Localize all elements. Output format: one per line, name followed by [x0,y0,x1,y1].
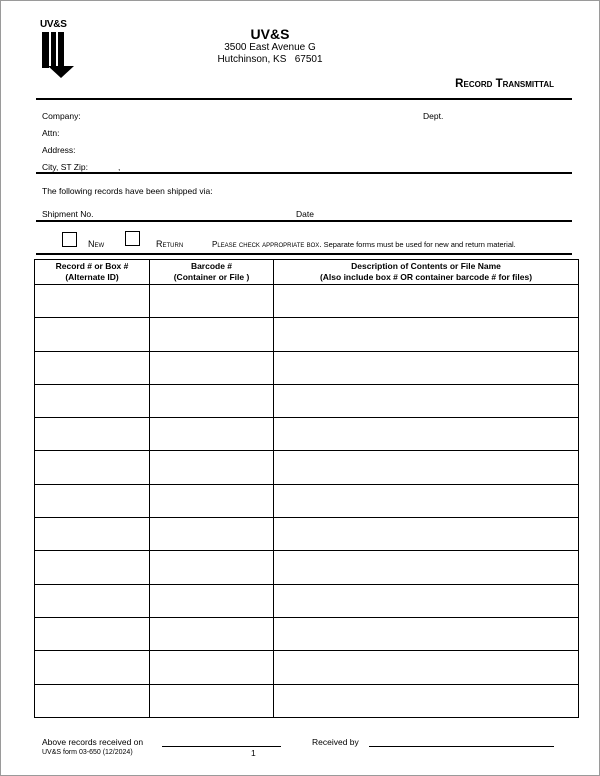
record-box-cell[interactable] [35,551,150,584]
description-cell[interactable] [274,617,579,650]
description-cell[interactable] [274,285,579,318]
record-box-cell[interactable] [35,285,150,318]
record-box-cell[interactable] [35,384,150,417]
header-record-box-line2: (Alternate ID) [65,272,119,282]
form-number: UV&S form 03-650 (12/2024) [42,749,133,756]
received-on-line[interactable] [162,746,281,747]
check-note-lead: Please check appropriate box. [212,240,322,249]
header-barcode-line2: (Container or File ) [173,272,250,282]
check-note-rest: Separate forms must be used for new and return material. [321,240,516,249]
description-cell[interactable] [274,551,579,584]
description-cell[interactable] [274,318,579,351]
company-name: UV&S [250,26,290,42]
table-row [35,484,579,517]
table-row [35,551,579,584]
table-row [35,584,579,617]
description-cell[interactable] [274,518,579,551]
header-description-line2: (Also include box # OR container barcode # for files) [319,272,533,282]
barcode-cell[interactable] [150,518,274,551]
company-label: Company: [42,111,81,121]
shipment-no-label: Shipment No. [42,209,94,219]
description-cell[interactable] [274,484,579,517]
barcode-cell[interactable] [150,484,274,517]
company-address: 3500 East Avenue G [224,42,316,53]
header-barcode [150,260,274,285]
table-row [35,651,579,684]
return-label: Return [156,239,184,249]
barcode-cell[interactable] [150,318,274,351]
header-record-box [35,260,150,285]
table-row [35,617,579,650]
company-city-line: Hutchinson, KS 67501 [217,54,323,65]
city-st-zip-label: City, ST Zip: [42,162,88,172]
barcode-cell[interactable] [150,285,274,318]
table-row [35,318,579,351]
records-body [35,285,579,718]
records-table [34,259,579,718]
logo-arrow-icon [40,20,80,80]
header-description-line1: Description of Contents or File Name [351,261,501,271]
record-box-cell[interactable] [35,351,150,384]
record-box-cell[interactable] [35,484,150,517]
dept-label: Dept. [423,111,444,121]
form-title: Record Transmittal [455,78,554,90]
received-on-label: Above records received on [42,737,144,747]
address-rule [36,172,572,174]
page-number: 1 [251,748,256,758]
description-cell[interactable] [274,384,579,417]
header-record-box-line1: Record # or Box # [55,261,129,271]
barcode-cell[interactable] [150,384,274,417]
shipping-intro: The following records have been shipped via: [42,186,213,196]
table-row [35,518,579,551]
table-row [35,684,579,717]
barcode-cell[interactable] [150,584,274,617]
checkbox-rule [36,253,572,255]
description-cell[interactable] [274,351,579,384]
description-cell[interactable] [274,418,579,451]
description-cell[interactable] [274,451,579,484]
description-cell[interactable] [274,684,579,717]
new-label: New [88,239,105,249]
barcode-cell[interactable] [150,418,274,451]
city-comma: , [118,162,121,172]
description-cell[interactable] [274,584,579,617]
header-rule [36,98,572,100]
return-checkbox[interactable] [125,231,140,246]
barcode-cell[interactable] [150,684,274,717]
table-row [35,451,579,484]
table-row [35,351,579,384]
table-row [35,418,579,451]
shipping-rule [36,220,572,222]
record-box-cell[interactable] [35,518,150,551]
barcode-cell[interactable] [150,617,274,650]
received-by-line[interactable] [369,746,554,747]
record-box-cell[interactable] [35,617,150,650]
address-label: Address: [42,145,76,155]
barcode-cell[interactable] [150,551,274,584]
date-label: Date [296,209,314,219]
received-by-label: Received by [312,737,359,747]
header-description [274,260,579,285]
barcode-cell[interactable] [150,351,274,384]
record-box-cell[interactable] [35,318,150,351]
record-box-cell[interactable] [35,451,150,484]
record-box-cell[interactable] [35,418,150,451]
record-box-cell[interactable] [35,651,150,684]
table-row [35,285,579,318]
attn-label: Attn: [42,128,60,138]
description-cell[interactable] [274,651,579,684]
check-note [212,240,516,249]
table-header-row [35,260,579,285]
record-box-cell[interactable] [35,684,150,717]
table-row [35,384,579,417]
barcode-cell[interactable] [150,451,274,484]
new-checkbox[interactable] [62,232,77,247]
record-box-cell[interactable] [35,584,150,617]
header-barcode-line1: Barcode # [190,261,233,271]
logo-text: UV&S [40,19,67,30]
barcode-cell[interactable] [150,651,274,684]
